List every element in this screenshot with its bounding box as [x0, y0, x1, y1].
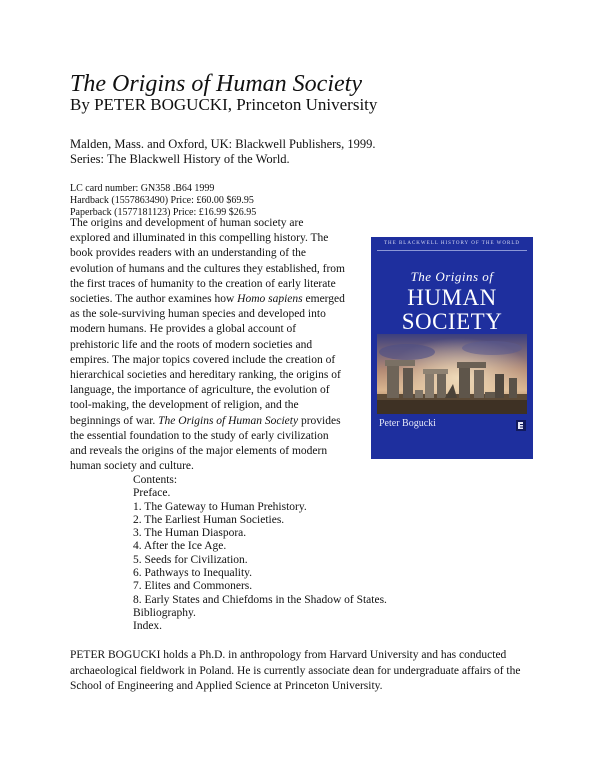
contents-item: 8. Early States and Chiefdoms in the Shadow of States.	[133, 593, 387, 606]
description-part-1: The origins and development of human society are explored and illuminated in this compelling history. The book provides readers with an understanding of the evolution of humans and the cultures they established, from the first traces of humanity to the creation of early literate societies. The author examines how	[70, 217, 345, 306]
contents-item: 7. Elites and Commoners.	[133, 580, 253, 593]
contents-item: Index.	[133, 620, 163, 633]
lc-card-number: LC card number: GN358 .B64 1999	[70, 183, 215, 194]
publisher-line: Malden, Mass. and Oxford, UK: Blackwell Publishers, 1999.	[70, 137, 376, 151]
contents-item: 1. The Gateway to Human Prehistory.	[133, 500, 307, 513]
contents-item: 5. Seeds for Civilization.	[133, 553, 248, 566]
publisher-logo-icon	[516, 420, 526, 431]
description-part-2: emerged as the sole-surviving human species and developed into modern humans. He provides a global account of prehistoric life and the roots of modern societies and empires. The major topics covered include the creation of hierarchical societies and hereditary ranking, the origins of language, the importance of agriculture, the evolution of tool-making, the development of religion, and the beginnings of war.	[70, 293, 345, 427]
description-homo-sapiens: Homo sapiens	[237, 293, 303, 306]
description-title-reference: The Origins of Human Society	[158, 414, 299, 427]
book-title: The Origins of Human Society	[70, 71, 362, 97]
paperback-price: Paperback (1577181123) Price: £16.99 $26.95	[70, 207, 257, 218]
book-description	[70, 216, 345, 474]
contents-item: Bibliography.	[133, 606, 196, 619]
description-part-3: provides the essential foundation to the study of early civilization and reveals the origins of the major elements of modern human society and culture.	[70, 414, 341, 473]
book-cover-image	[371, 237, 533, 459]
cover-stonehenge-illustration	[377, 334, 527, 414]
author-byline: By PETER BOGUCKI, Princeton University	[70, 95, 378, 114]
cover-title-line-1: The Origins of	[410, 269, 494, 284]
catalog-info	[70, 183, 256, 219]
contents-item: 6. Pathways to Inequality.	[133, 567, 253, 580]
cover-title-line-2: HUMAN	[407, 285, 497, 310]
cover-title-line-3: SOCIETY	[401, 309, 503, 334]
contents-item: 3. The Human Diaspora.	[133, 527, 247, 540]
cover-divider	[377, 250, 527, 251]
series-line: Series: The Blackwell History of the World.	[70, 152, 290, 166]
publication-info	[70, 137, 376, 167]
author-bio: PETER BOGUCKI holds a Ph.D. in anthropology from Harvard University and has conducted archaeological fieldwork in Poland. He is currently associate dean for undergraduate affairs of the School of Engineering and Applied Science at Princeton University.	[70, 649, 521, 692]
contents-item: Contents:	[133, 474, 178, 486]
cover-author-name: Peter Bogucki	[379, 418, 436, 429]
contents-item: 2. The Earliest Human Societies.	[133, 513, 285, 526]
cover-series-name: THE BLACKWELL HISTORY OF THE WORLD	[384, 241, 520, 246]
contents-item: Preface.	[133, 487, 171, 500]
table-of-contents	[133, 474, 387, 634]
hardback-price: Hardback (1557863490) Price: £60.00 $69.95	[70, 195, 254, 206]
contents-item: 4. After the Ice Age.	[133, 540, 227, 553]
